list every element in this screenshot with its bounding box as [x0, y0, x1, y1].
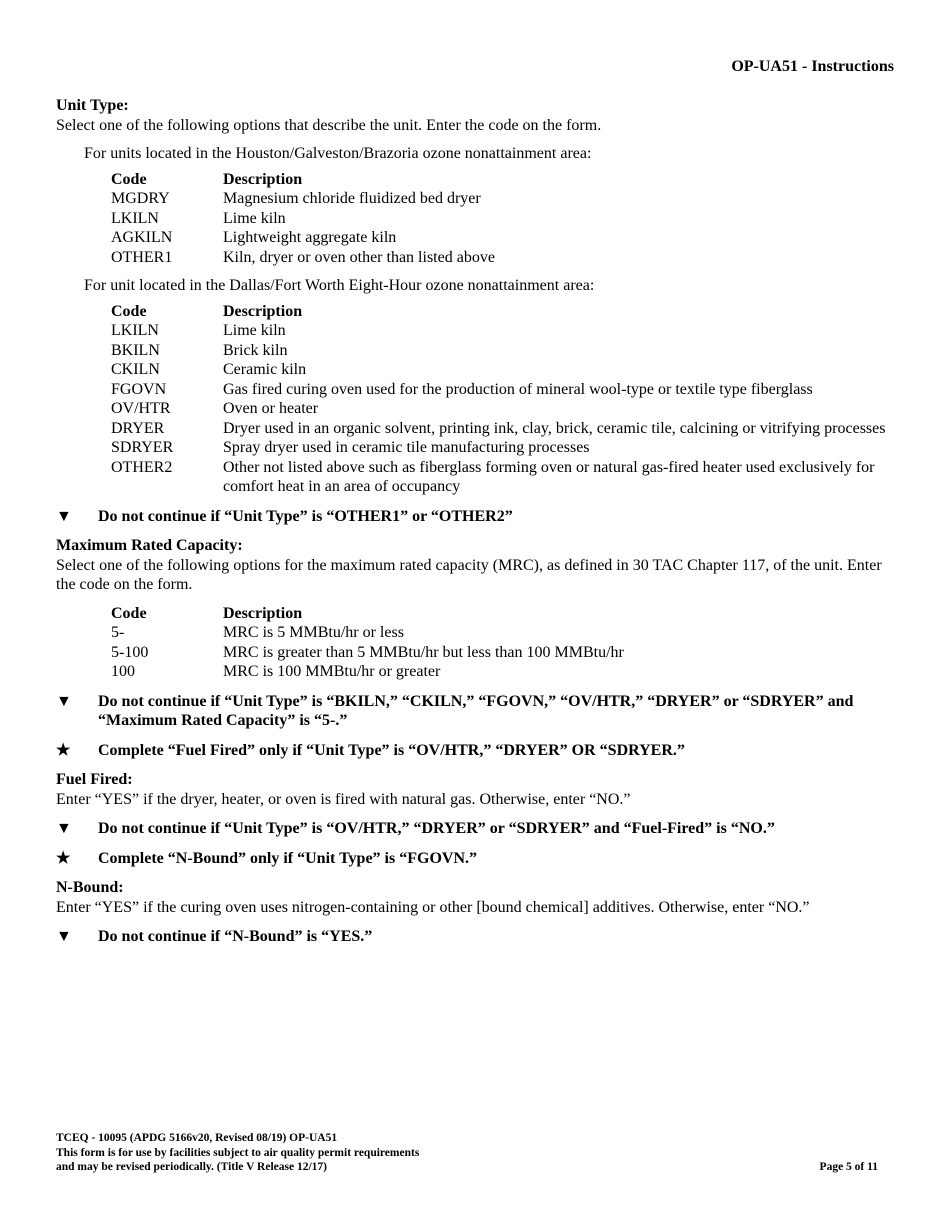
table-row	[111, 248, 893, 268]
column-header-description: Description	[223, 302, 303, 320]
unit-type-table-hgb	[111, 170, 893, 268]
table2-body	[111, 321, 893, 497]
table-row	[111, 662, 893, 682]
code-cell: LKILN	[111, 209, 159, 227]
description-cell: MRC is greater than 5 MMBtu/hr but less than 100 MMBtu/hr	[223, 643, 624, 661]
note-text: Do not continue if “Unit Type” is “OV/HTR,” “DRYER” or “SDRYER” and “Fuel-Fired” is “NO.”	[98, 820, 775, 837]
page-number: Page 5 of 11	[819, 1161, 878, 1173]
fuel-text: Enter “YES” if the dryer, heater, or oven is fired with natural gas. Otherwise, enter “NO.”	[56, 790, 631, 808]
unit-type-heading: Unit Type:	[56, 97, 129, 114]
column-header-code: Code	[111, 604, 147, 622]
table-row	[111, 321, 893, 341]
footer-line-2: This form is for use by facilities subject to air quality permit requirements	[56, 1146, 420, 1159]
unit-type-intro: Select one of the following options that describe the unit. Enter the code on the form.	[56, 116, 602, 134]
nbound-section	[56, 878, 896, 917]
table-row	[111, 458, 893, 497]
note-do-not-continue-3	[56, 819, 896, 839]
description-cell: Ceramic kiln	[223, 361, 307, 378]
code-cell: OTHER2	[111, 458, 173, 476]
column-header-code: Code	[111, 302, 147, 320]
description-cell: Dryer used in an organic solvent, printing ink, clay, brick, ceramic tile, calcining or vitrifying processes	[223, 419, 886, 437]
area1-text: For units located in the Houston/Galveston/Brazoria ozone nonattainment area:	[84, 145, 592, 162]
table1-body	[111, 189, 893, 267]
code-cell: OV/HTR	[111, 400, 171, 417]
unit-type-table-dfw	[111, 302, 893, 497]
table-row	[111, 399, 893, 419]
description-cell: Magnesium chloride fluidized bed dryer	[223, 190, 481, 207]
table-row	[111, 209, 893, 229]
mrc-section	[56, 536, 896, 595]
content	[56, 96, 896, 947]
column-header-description: Description	[223, 170, 303, 188]
code-cell: BKILN	[111, 341, 160, 359]
description-cell: Lime kiln	[223, 209, 286, 227]
description-cell: Brick kiln	[223, 341, 288, 359]
code-cell: 5-	[111, 624, 125, 641]
description-cell: Kiln, dryer or oven other than listed above	[223, 248, 495, 266]
code-cell: LKILN	[111, 322, 159, 339]
footer-line-3: and may be revised periodically. (Title V Release 12/17)	[56, 1161, 327, 1173]
page-header-title: OP-UA51 - Instructions	[731, 58, 894, 75]
column-header-description: Description	[223, 604, 303, 622]
description-cell: MRC is 100 MMBtu/hr or greater	[223, 663, 441, 680]
page-footer	[56, 1131, 878, 1175]
table-row	[111, 438, 893, 458]
code-cell: OTHER1	[111, 248, 173, 266]
table-row	[111, 643, 893, 663]
code-cell: MGDRY	[111, 190, 170, 207]
description-cell: Lightweight aggregate kiln	[223, 229, 397, 246]
description-cell: Lime kiln	[223, 322, 286, 339]
mrc-intro: Select one of the following options for the maximum rated capacity (MRC), as defined in 30 TAC Chapter 117, of the unit. Enter the code on the form.	[56, 556, 882, 593]
star-icon: ★	[56, 849, 71, 867]
note-text: Do not continue if “N-Bound” is “YES.”	[98, 928, 373, 945]
note-complete-n-bound	[56, 849, 896, 869]
code-cell: CKILN	[111, 361, 160, 378]
note-do-not-continue-2	[56, 692, 896, 731]
down-triangle-icon: ▼	[56, 820, 72, 837]
down-triangle-icon: ▼	[56, 507, 72, 525]
code-cell: 100	[111, 663, 135, 680]
fuel-section	[56, 770, 896, 809]
nbound-text: Enter “YES” if the curing oven uses nitrogen-containing or other [bound chemical] additives. Otherwise, enter “NO.”	[56, 898, 810, 916]
table-row	[111, 228, 893, 248]
description-cell: Other not listed above such as fiberglass forming oven or natural gas-fired heater used exclusively for comfort heat in an area of occupancy	[223, 458, 875, 495]
note-text: Complete “N-Bound” only if “Unit Type” is “FGOVN.”	[98, 849, 477, 867]
down-triangle-icon: ▼	[56, 692, 72, 710]
code-cell: AGKILN	[111, 229, 173, 246]
column-header-code: Code	[111, 170, 147, 188]
table-row	[111, 380, 893, 400]
mrc-table-body	[111, 623, 893, 682]
table-row	[111, 623, 893, 643]
code-cell: 5-100	[111, 643, 149, 661]
mrc-heading: Maximum Rated Capacity:	[56, 537, 243, 554]
table-row	[111, 189, 893, 209]
description-cell: Spray dryer used in ceramic tile manufacturing processes	[223, 439, 590, 456]
code-cell: FGOVN	[111, 380, 167, 398]
description-cell: MRC is 5 MMBtu/hr or less	[223, 624, 404, 641]
star-icon: ★	[56, 741, 71, 759]
nbound-heading: N-Bound:	[56, 879, 124, 896]
code-cell: DRYER	[111, 419, 165, 437]
note-text: Complete “Fuel Fired” only if “Unit Type” is “OV/HTR,” “DRYER” OR “SDRYER.”	[98, 741, 685, 759]
code-cell: SDRYER	[111, 439, 174, 456]
table-row	[111, 341, 893, 361]
description-cell: Gas fired curing oven used for the production of mineral wool-type or textile type fiberglass	[223, 380, 813, 398]
note-do-not-continue-4	[56, 927, 896, 947]
area2-text: For unit located in the Dallas/Fort Worth Eight-Hour ozone nonattainment area:	[84, 277, 595, 294]
note-do-not-continue-1	[56, 507, 896, 527]
mrc-table	[111, 604, 893, 682]
footer-line-1: TCEQ - 10095 (APDG 5166v20, Revised 08/19) OP-UA51	[56, 1132, 338, 1144]
description-cell: Oven or heater	[223, 400, 319, 417]
fuel-heading: Fuel Fired:	[56, 771, 133, 788]
down-triangle-icon: ▼	[56, 928, 72, 945]
note-text: Do not continue if “Unit Type” is “OTHER1” or “OTHER2”	[98, 507, 513, 525]
note-complete-fuel-fired	[56, 741, 896, 761]
note-text: Do not continue if “Unit Type” is “BKILN,” “CKILN,” “FGOVN,” “OV/HTR,” “DRYER” or “SDRYER” and “Maximum Rated Capacity” is “5-.”	[98, 692, 854, 729]
table-row	[111, 419, 893, 439]
table-row	[111, 360, 893, 380]
